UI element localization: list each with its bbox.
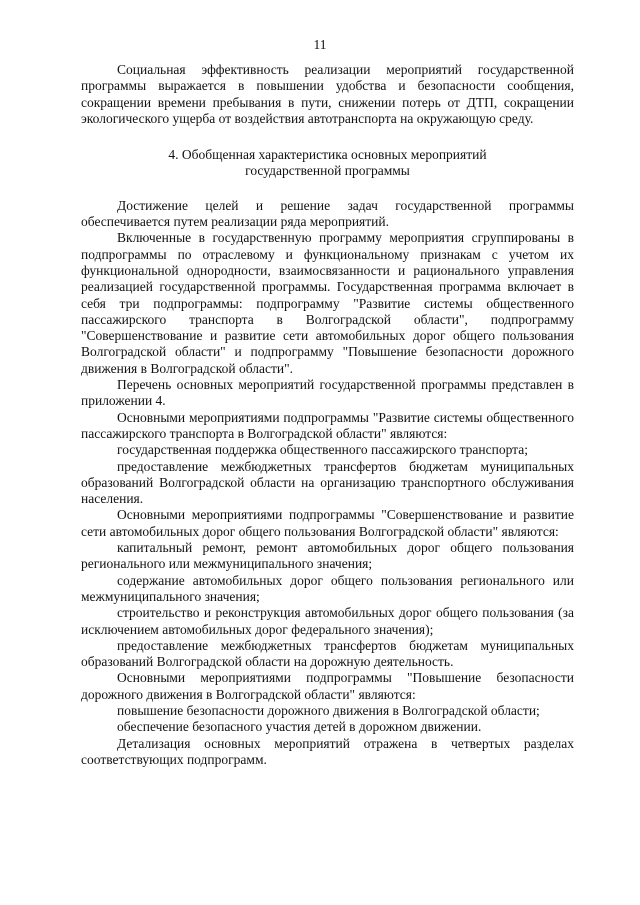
section-title-line-1: 4. Обобщенная характеристика основных мероприятий: [168, 147, 487, 163]
list-item-road-transfers: предоставление межбюджетных трансфертов бюджетам муниципальных образований Волгоградской области на дорожную деятельность.: [81, 637, 574, 670]
paragraph-goals: Достижение целей и решение задач государственной программы обеспечивается путем реализации ряда мероприятий.: [81, 197, 574, 230]
paragraph-safety-intro: Основными мероприятиями подпрограммы "Повышение безопасности дорожного движения в Волгоградской области" являются:: [81, 670, 574, 702]
page-number: 11: [313, 37, 327, 52]
list-item-transport-support: государственная поддержка общественного пассажирского транспорта;: [117, 442, 528, 458]
intro-paragraph: Социальная эффективность реализации мероприятий государственной программы выражается в повышении удобства и безопасности сообщения, сокращении времени пребывания в пути, снижении потерь от ДТП, сокращении экологического ущерба от воздействия автотранспорта на окружающую среду.: [81, 62, 574, 126]
paragraph-transport-intro: Основными мероприятиями подпрограммы "Развитие системы общественного пассажирского транспорта в Волгоградской области" являются:: [81, 409, 574, 441]
list-item-road-repair: капитальный ремонт, ремонт автомобильных дорог общего пользования регионального или межмуниципального значения;: [81, 540, 574, 572]
list-item-road-construction: строительство и реконструкция автомобильных дорог общего пользования (за исключением автомобильных дорог федерального значения);: [81, 605, 574, 637]
list-item-transport-transfers: предоставление межбюджетных трансфертов бюджетам муниципальных образований Волгоградской области на организацию транспортного обслуживания населения.: [81, 458, 574, 507]
paragraph-subprograms: Включенные в государственную программу мероприятия сгруппированы в подпрограммы по отраслевому и функциональному признакам с учетом их функциональной однородности, взаимосвязанности и рационального управления реализацией государственной программы. Государственная программа включает в себя три подпрограммы: подпрограмму "Развитие системы общественного пассажирского транспорта в Волгоградской области", подпрограмму "Совершенствование и развитие сети автомобильных дорог общего пользования Волгоградской области" и подпрограмму "Повышение безопасности дорожного движения в Волгоградской области".: [81, 230, 574, 376]
list-item-safety-improvement: повышение безопасности дорожного движения в Волгоградской области;: [117, 702, 540, 718]
paragraph-roads-intro: Основными мероприятиями подпрограммы "Совершенствование и развитие сети автомобильных дорог общего пользования Волгоградской области" являются:: [81, 507, 574, 539]
section-heading: [81, 147, 574, 180]
paragraph-list-reference: Перечень основных мероприятий государственной программы представлен в приложении 4.: [81, 377, 574, 409]
list-item-child-safety: обеспечение безопасного участия детей в дорожном движении.: [117, 719, 482, 735]
section-title-line-2: государственной программы: [245, 163, 410, 179]
list-item-road-maintenance: содержание автомобильных дорог общего пользования регионального или межмуниципального значения;: [81, 572, 574, 604]
paragraph-details: Детализация основных мероприятий отражена в четвертых разделах соответствующих подпрограмм.: [81, 735, 574, 767]
document-body: [81, 62, 574, 768]
